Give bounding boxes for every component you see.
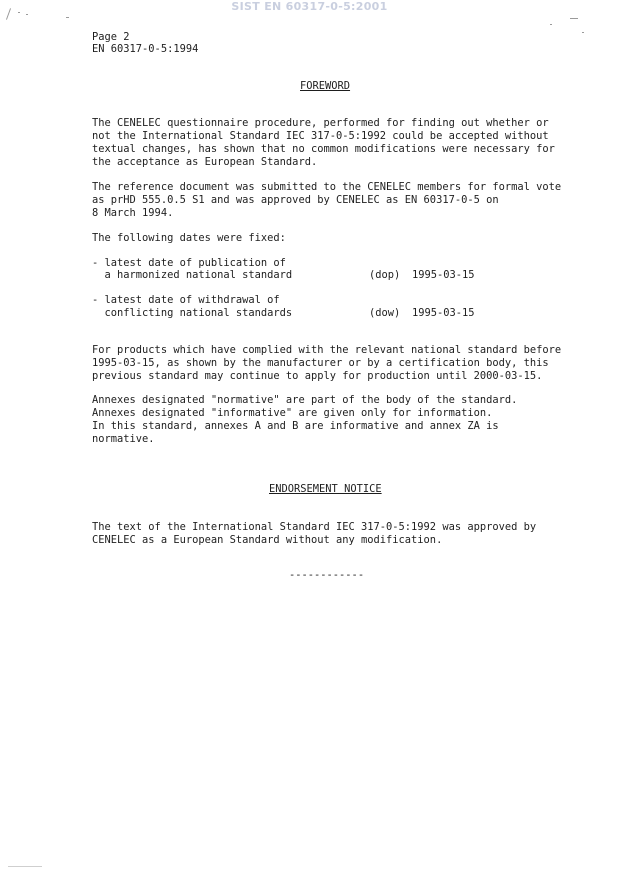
foreword-paragraph-4-line: In this standard, annexes A and B are informative and annex ZA is — [92, 420, 499, 432]
foreword-paragraph-1-line: not the International Standard IEC 317-0-5:1992 could be accepted without — [92, 130, 549, 142]
date-item-label: conflicting national standards — [92, 307, 293, 319]
page-number: Page 2 — [92, 31, 130, 43]
foreword-paragraph-1-line: The CENELEC questionnaire procedure, performed for finding out whether or — [92, 117, 549, 129]
scan-speck — [550, 24, 552, 25]
scan-speck — [18, 12, 20, 13]
endorsement-heading: ENDORSEMENT NOTICE — [269, 483, 382, 495]
foreword-paragraph-3-line: previous standard may continue to apply for production until 2000-03-15. — [92, 370, 543, 382]
scan-speck — [570, 18, 578, 19]
foreword-paragraph-2-line: as prHD 555.0.5 S1 and was approved by CENELEC as EN 60317-0-5 on — [92, 194, 499, 206]
scan-speck — [66, 17, 69, 18]
date-item-label: - latest date of publication of — [92, 257, 286, 269]
dates-intro: The following dates were fixed: — [92, 232, 286, 244]
date-item-value: 1995-03-15 — [412, 269, 475, 281]
foreword-paragraph-4-line: normative. — [92, 433, 155, 445]
scan-speck — [582, 32, 584, 33]
scan-speck — [8, 866, 42, 867]
date-item-label: a harmonized national standard — [92, 269, 293, 281]
watermark: SIST EN 60317-0-5:2001 — [231, 0, 388, 13]
foreword-paragraph-2-line: 8 March 1994. — [92, 207, 174, 219]
date-item-code: (dop) — [369, 269, 401, 281]
foreword-paragraph-3-line: For products which have complied with the relevant national standard before — [92, 344, 562, 356]
foreword-paragraph-1-line: textual changes, has shown that no common modifications were necessary for — [92, 143, 555, 155]
foreword-paragraph-4-line: Annexes designated "normative" are part of the body of the standard. — [92, 394, 518, 406]
foreword-paragraph-4-line: Annexes designated "informative" are given only for information. — [92, 407, 493, 419]
date-item-code: (dow) — [369, 307, 401, 319]
foreword-paragraph-1-line: the acceptance as European Standard. — [92, 156, 318, 168]
foreword-heading: FOREWORD — [300, 80, 351, 92]
end-marker: ------------ — [289, 569, 365, 581]
endorsement-paragraph-line: CENELEC as a European Standard without any modification. — [92, 534, 443, 546]
endorsement-paragraph-line: The text of the International Standard IEC 317-0-5:1992 was approved by — [92, 521, 537, 533]
date-item-value: 1995-03-15 — [412, 307, 475, 319]
foreword-paragraph-3-line: 1995-03-15, as shown by the manufacturer or by a certification body, this — [92, 357, 549, 369]
date-item-label: - latest date of withdrawal of — [92, 294, 280, 306]
document-number: EN 60317-0-5:1994 — [92, 43, 199, 55]
foreword-paragraph-2-line: The reference document was submitted to the CENELEC members for formal vote — [92, 181, 562, 193]
scan-speck — [26, 14, 28, 15]
